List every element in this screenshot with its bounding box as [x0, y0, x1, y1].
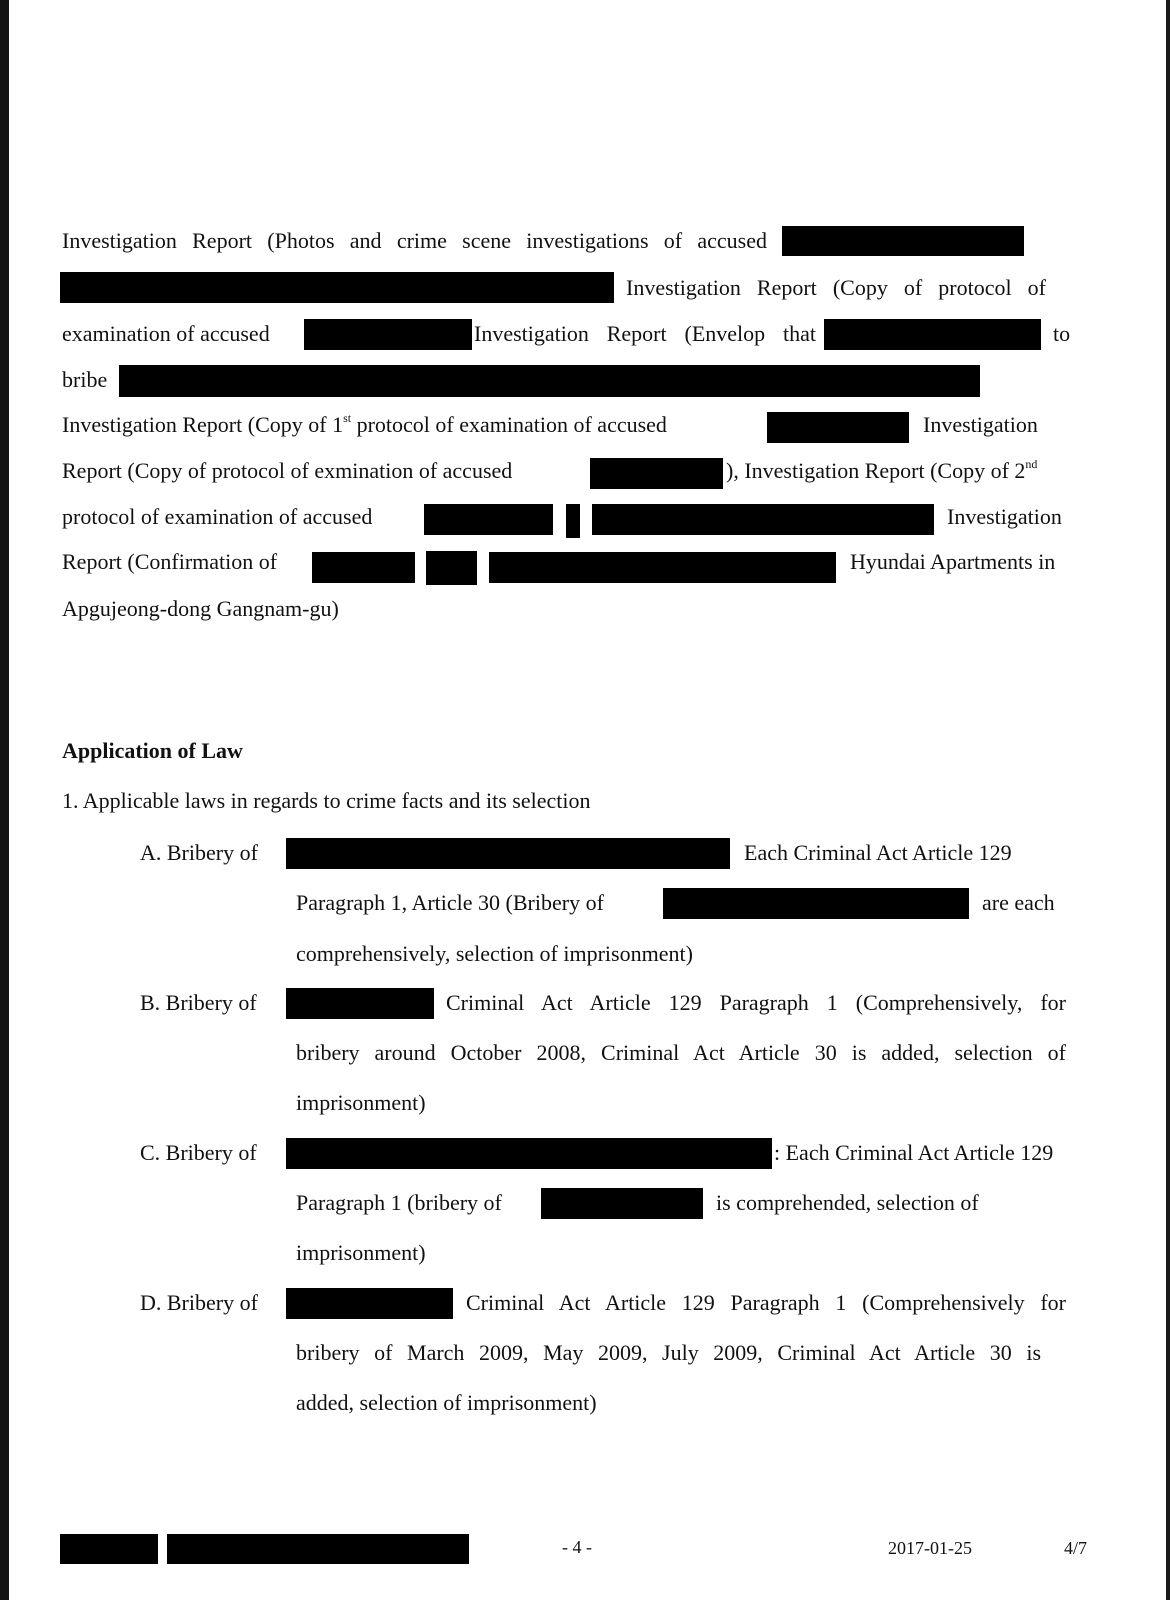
evidence-line-7b: Investigation — [947, 504, 1062, 529]
law-item-1: 1. Applicable laws in regards to crime facts and its selection — [62, 788, 591, 813]
law-d-label: D. Bribery of — [140, 1290, 258, 1315]
section-heading: Application of Law — [62, 738, 243, 763]
evidence-line-3c: to — [1053, 321, 1071, 346]
evidence-line-5: Investigation Report (Copy of 1st protocol of examination of accused — [62, 411, 667, 437]
law-a-line2: Paragraph 1, Article 30 (Bribery of — [296, 890, 604, 915]
evidence-line-2: Investigation Report (Copy of protocol of — [626, 275, 1046, 300]
redaction — [541, 1188, 703, 1219]
redaction — [286, 838, 730, 869]
redaction — [304, 319, 472, 350]
evidence-line-5c: Investigation — [923, 412, 1038, 437]
evidence-line-8b: Hyundai Apartments in — [850, 549, 1056, 574]
law-c-line3: imprisonment) — [296, 1240, 426, 1265]
redaction — [592, 504, 934, 535]
law-c-text: : Each Criminal Act Article 129 — [774, 1140, 1054, 1165]
law-c-label: C. Bribery of — [140, 1140, 257, 1165]
law-c-line2: Paragraph 1 (bribery of — [296, 1190, 502, 1215]
redaction — [167, 1534, 469, 1564]
law-a-label: A. Bribery of — [140, 840, 258, 865]
evidence-line-6a: Report (Copy of protocol of exmination of accused — [62, 458, 513, 483]
redaction — [566, 504, 580, 538]
law-a-line2b: are each — [982, 890, 1055, 915]
evidence-line-4: bribe — [62, 367, 108, 392]
page-count: 4/7 — [1064, 1538, 1088, 1558]
redaction — [426, 551, 477, 585]
scan-left-edge — [0, 0, 9, 1600]
redaction — [286, 1288, 453, 1319]
footer-date: 2017-01-25 — [888, 1538, 972, 1558]
evidence-line-9: Apgujeong-dong Gangnam-gu) — [62, 596, 339, 621]
redaction — [60, 272, 614, 303]
evidence-line-3a: examination of accused — [62, 321, 270, 346]
law-d-text: Criminal Act Article 129 Paragraph 1 (Comprehensively for — [466, 1290, 1066, 1315]
redaction — [782, 226, 1024, 256]
redaction — [424, 504, 553, 535]
evidence-line-6b: ), Investigation Report (Copy of 2nd — [726, 457, 1038, 483]
redaction — [286, 1138, 772, 1169]
redaction — [312, 552, 415, 583]
scan-right-edge — [1166, 0, 1170, 1600]
redaction — [590, 458, 723, 489]
law-a-text: Each Criminal Act Article 129 — [744, 840, 1012, 865]
page-number: - 4 - — [562, 1537, 592, 1557]
evidence-line-1: Investigation Report (Photos and crime scene investigations of accused — [62, 228, 767, 253]
evidence-line-8a: Report (Confirmation of — [62, 549, 278, 574]
law-b-text: Criminal Act Article 129 Paragraph 1 (Comprehensively, for — [446, 990, 1066, 1015]
redaction — [286, 988, 434, 1019]
law-d-line3: added, selection of imprisonment) — [296, 1390, 597, 1415]
redaction — [489, 552, 836, 583]
law-b-line3: imprisonment) — [296, 1090, 426, 1115]
law-b-line2: bribery around October 2008, Criminal Act Article 30 is added, selection of — [296, 1040, 1066, 1065]
evidence-line-7a: protocol of examination of accused — [62, 504, 373, 529]
redaction — [824, 319, 1041, 350]
law-d-line2: bribery of March 2009, May 2009, July 2009, Criminal Act Article 30 is — [296, 1340, 1041, 1365]
redaction — [767, 412, 909, 443]
law-b-label: B. Bribery of — [140, 990, 257, 1015]
redaction — [119, 365, 980, 397]
evidence-line-3b: Investigation Report (Envelop that — [474, 321, 816, 346]
redaction — [663, 888, 969, 919]
law-a-line3: comprehensively, selection of imprisonment) — [296, 941, 693, 966]
law-c-line2b: is comprehended, selection of — [716, 1190, 979, 1215]
redaction — [60, 1534, 158, 1564]
